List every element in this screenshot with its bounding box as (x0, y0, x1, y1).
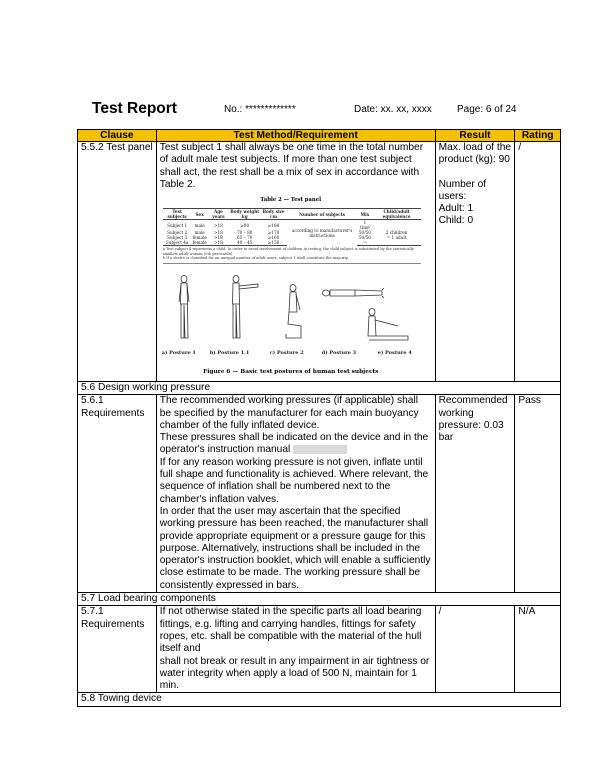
table-row (78, 395, 561, 593)
posture-1-1-figure (232, 275, 258, 338)
table2-header: Child/adult equivalence (372, 209, 420, 220)
result-adult: Adult: 1 (438, 203, 474, 215)
table2-note-b: b If a device is classified for an unequal number of adult users, subject 1 shall constitute the majority. (162, 256, 349, 261)
col-result: Result (435, 130, 515, 142)
table-header-row (78, 130, 561, 142)
table2-row: Subject 4a female >18 40 – 45 ≥150 — (163, 240, 421, 246)
table2-cell-subjects: according to manufacturer's instructions (291, 228, 353, 239)
report-date: Date: xx. xx, xxxx (354, 104, 432, 115)
posture-1-figure (179, 275, 189, 338)
posture-3-figure (322, 288, 384, 298)
table2-note-a: a Test subject 4 represents a child. In order to avoid involvement of children in testing, the child subject is substituted by the statistically smallest adult woman (5th percentile). (162, 247, 414, 256)
section-heading: 5.8 Towing device (78, 693, 561, 706)
rating-cell: Pass (515, 395, 561, 593)
posture-label: e) Posture 4 (377, 349, 412, 356)
section-row (78, 593, 561, 606)
table2-figure (160, 194, 422, 378)
table2-header: Test subjects (163, 209, 192, 220)
table2-header: Age years (208, 209, 229, 220)
requirement-cell: The recommended working pressures (if applicable) shall be specified by the manufacturer for each main buoyancy chamber of the fully inflated device. These pressures shall be indicated on the device and in the operator's instruction manual If for any reason working pressure is not given, inflate until full shape and functionality is achieved. Where relevant, the sequence of inflation shall be numbered next to the chamber's inflation valves. In order that the user may ascertain that the specified working pressure has been reached, the manufacturer shall provide appropriate equipment or a pressure gauge for this purpose. Alternatively, instructions shall be included in the operator's instruction booklet, which will enable a sufficiently close estimate to be made. The working pressure shall be consistently expressed in bars. (156, 395, 435, 593)
section-row (78, 382, 561, 395)
report-title: Test Report (92, 100, 177, 117)
col-rating: Rating (515, 130, 561, 142)
rating-cell: N/A (515, 606, 561, 693)
page-number: Page: 6 of 24 (457, 104, 517, 115)
table2-header: Body weight kg (230, 209, 260, 220)
result-number-users: Number of users: (438, 178, 487, 202)
redacted-text (293, 445, 347, 454)
requirement-cell: If not otherwise stated in the specific parts all load bearing fittings, e.g. lifting and carrying handles, fittings for safety ropes, etc. shall be compatible with the material of the hull itself and shall not break or result in any impairment in air tightness or water integrity when apply a load of 500 N, maintain for 1 min. (156, 606, 435, 693)
section-row (78, 693, 561, 706)
table-row (78, 606, 561, 693)
result-cell: / (435, 606, 515, 693)
posture-label: c) Posture 2 (269, 349, 304, 356)
col-clause: Clause (78, 130, 157, 142)
report-header (92, 100, 562, 122)
table2-header: Sex (191, 209, 207, 220)
result-cell: Recommended working pressure: 0.03 bar (435, 395, 515, 593)
table2-header: Number of subjects (287, 209, 358, 220)
table2-notes (163, 247, 421, 263)
table2 (163, 208, 421, 246)
posture-label: b) Posture 1.1 (209, 349, 250, 356)
figure6-postures (160, 274, 422, 364)
table2-row: Subject 1 male >18 ≥90 ≥180 according to manufacturer's instructions 1 time (163, 220, 421, 231)
report-number: No.: ************* (224, 104, 296, 115)
section-heading: 5.7 Load bearing components (78, 593, 561, 606)
requirement-text: Test subject 1 shall always be one time in the total number of adult male test subjects. If more than one test subject shall act, the rest shall be a mix of sex in accordance with Table 2. (159, 142, 424, 190)
requirement-cell (156, 142, 435, 382)
table2-caption: Table 2 — Test panel (260, 197, 322, 204)
section-heading: 5.6 Design working pressure (78, 382, 561, 395)
posture-illustrations (160, 274, 422, 346)
rating-cell: / (515, 142, 561, 382)
posture-4-figure (368, 308, 408, 340)
result-cell (435, 142, 515, 382)
report-table (77, 129, 561, 707)
table2-header: Body size cm (260, 209, 286, 220)
clause-cell: 5.7.1 Requirements (78, 606, 157, 693)
table2-row: Subject 3 female >18 65 – 70 ≥160 50/50 = 1 adult (167, 235, 407, 241)
col-requirement: Test Method/Requirement (156, 130, 435, 142)
clause-cell: 5.5.2 Test panel (78, 142, 157, 382)
posture-2-figure (286, 284, 301, 338)
table2-header: Mix (357, 209, 372, 220)
result-child: Child: 0 (438, 215, 474, 227)
result-max-load: Max. load of the product (kg): 90 (438, 142, 512, 166)
posture-label: a) Posture 1 (161, 349, 196, 356)
figure6-caption: Figure 6 — Basic test postures of human test subjects (203, 368, 379, 375)
posture-label: d) Posture 3 (321, 349, 357, 356)
table2-row: Subject 2 male >18 70 – 80 ≥170 50/50 2 children (167, 230, 408, 236)
table-row (78, 142, 561, 382)
clause-cell: 5.6.1 Requirements (78, 395, 157, 593)
